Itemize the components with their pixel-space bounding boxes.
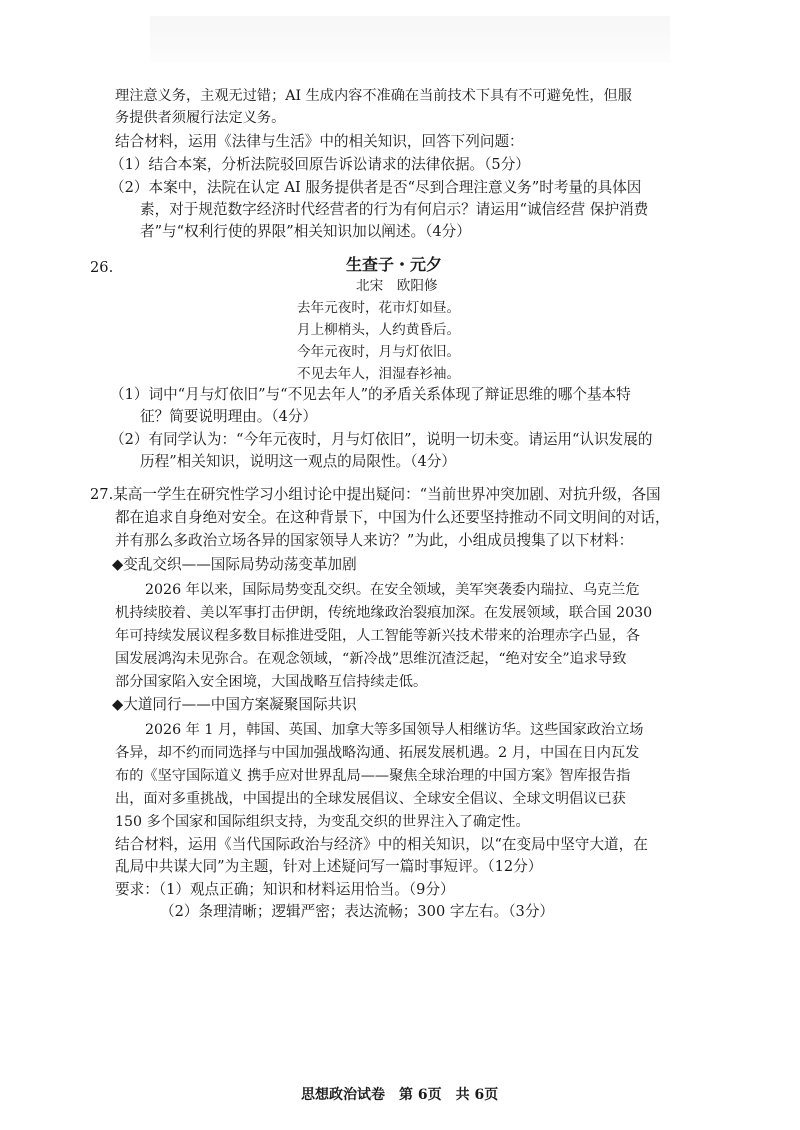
q27-requirement-1: 要求：（1）观点正确；知识和材料运用恰当。（9分） <box>115 881 455 898</box>
q27-requirement-2: （2）条理清晰；逻辑严密；表达流畅；300 字左右。（3分） <box>160 903 555 920</box>
para1-line-1: 2026 年以来，国际局势变乱交织。在安全领域，美军突袭委内瑞拉、乌克兰危 <box>145 582 640 598</box>
q25-instruction: 结合材料，运用《法律与生活》中的相关知识，回答下列问题： <box>115 133 524 150</box>
para2-line-1: 2026 年 1 月，韩国、英国、加拿大等多国领导人相继访华。这些国家政治立场 <box>145 722 644 738</box>
q25-sub2-line-2: 素，对于规范数字经济时代经营者的行为有何启示？请运用“诚信经营 保护消费 <box>140 201 649 218</box>
q25-sub2-line-3: 者”与“权利行使的界限”相关知识加以阐述。（4分） <box>140 223 471 240</box>
q27-intro-line-1: 27.某高一学生在研究性学习小组讨论中提出疑问：“当前世界冲突加剧、对抗升级，各国 <box>90 486 661 503</box>
para2-line-4: 出，面对多重挑战，中国提出的全球发展倡议、全球安全倡议、全球文明倡议已获 <box>115 791 626 807</box>
q25-material-line-1: 理注意义务，主观无过错；AI 生成内容不准确在当前技术下具有不可避免性，但服 <box>115 88 632 104</box>
q25-material-line-2: 务提供者须履行法定义务。 <box>115 110 286 126</box>
para2-line-5: 150 多个国家和国际组织支持，为变乱交织的世界注入了确定性。 <box>115 814 530 830</box>
q26-sub1-line-2: 征？简要说明理由。（4分） <box>140 408 318 425</box>
q26-sub1-line-1: （1）词中“月与灯依旧”与“不见去年人”的矛盾关系体现了辩证思维的哪个基本特 <box>110 386 631 403</box>
page-footer: 思想政治试卷 第 6页 共 6页 <box>301 1087 499 1103</box>
q25-sub2-line-1: （2）本案中，法院在认定 AI 服务提供者是否“尽到合理注意义务”时考量的具体因 <box>110 179 642 196</box>
para1-line-2: 机持续胶着、美以军事打击伊朗，传统地缘政治裂痕加深。在发展领域，联合国 2030 <box>115 605 653 621</box>
para1-line-3: 年可持续发展议程多数目标推进受阻，人工智能等新兴技术带来的治理赤字凸显，各 <box>115 628 640 644</box>
poem-title: 生查子・元夕 <box>346 255 443 274</box>
q26-sub2-line-1: （2）有同学认为：“今年元夜时，月与灯依旧”，说明一切未变。请运用“认识发展的 <box>110 431 653 448</box>
q27-task-line-2: 乱局中共谋大同”为主题，针对上述疑问写一篇时事短评。（12分） <box>115 858 543 875</box>
q27-intro-line-3: 并有那么多政治立场各异的国家领导人来访？”为此，小组成员搜集了以下材料： <box>115 532 634 549</box>
para1-line-5: 部分国家陷入安全困境，大国战略互信持续走低。 <box>115 674 428 690</box>
poem-author: 北宋 欧阳修 <box>356 278 438 294</box>
q27-intro-line-2: 都在追求自身绝对安全。在这种背景下，中国为什么还要坚持推动不同文明间的对话， <box>115 509 670 526</box>
q26-number: 26. <box>90 259 114 276</box>
poem-line-2: 月上柳梢头，人约黄昏后。 <box>297 322 461 338</box>
q26-sub2-line-2: 历程”相关知识，说明这一观点的局限性。（4分） <box>140 453 456 470</box>
para2-line-2: 各异，却不约而同选择与中国加强战略沟通、拓展发展机遇。2 月，中国在日内瓦发 <box>115 745 640 761</box>
poem-line-4: 不见去年人，泪湿春衫袖。 <box>297 366 461 382</box>
poem-line-1: 去年元夜时，花市灯如昼。 <box>297 300 461 316</box>
material-heading-1: ◆变乱交织——国际局势动荡变革加剧 <box>112 556 357 573</box>
q27-task-line-1: 结合材料，运用《当代国际政治与经济》中的相关知识，以“在变局中坚守大道，在 <box>115 836 648 853</box>
q25-sub1: （1）结合本案，分析法院驳回原告诉讼请求的法律依据。（5分） <box>110 156 530 173</box>
poem-line-3: 今年元夜时，月与灯依旧。 <box>297 344 461 360</box>
para2-line-3: 布的《坚守国际道义 携手应对世界乱局——聚焦全球治理的中国方案》智库报告指 <box>115 768 631 784</box>
faded-header-area <box>150 16 670 62</box>
material-heading-2: ◆大道同行——中国方案凝聚国际共识 <box>112 696 357 713</box>
para1-line-4: 国发展鸿沟未见弥合。在观念领域，“新冷战”思维沉渣泛起，“绝对安全”追求导致 <box>115 651 627 667</box>
